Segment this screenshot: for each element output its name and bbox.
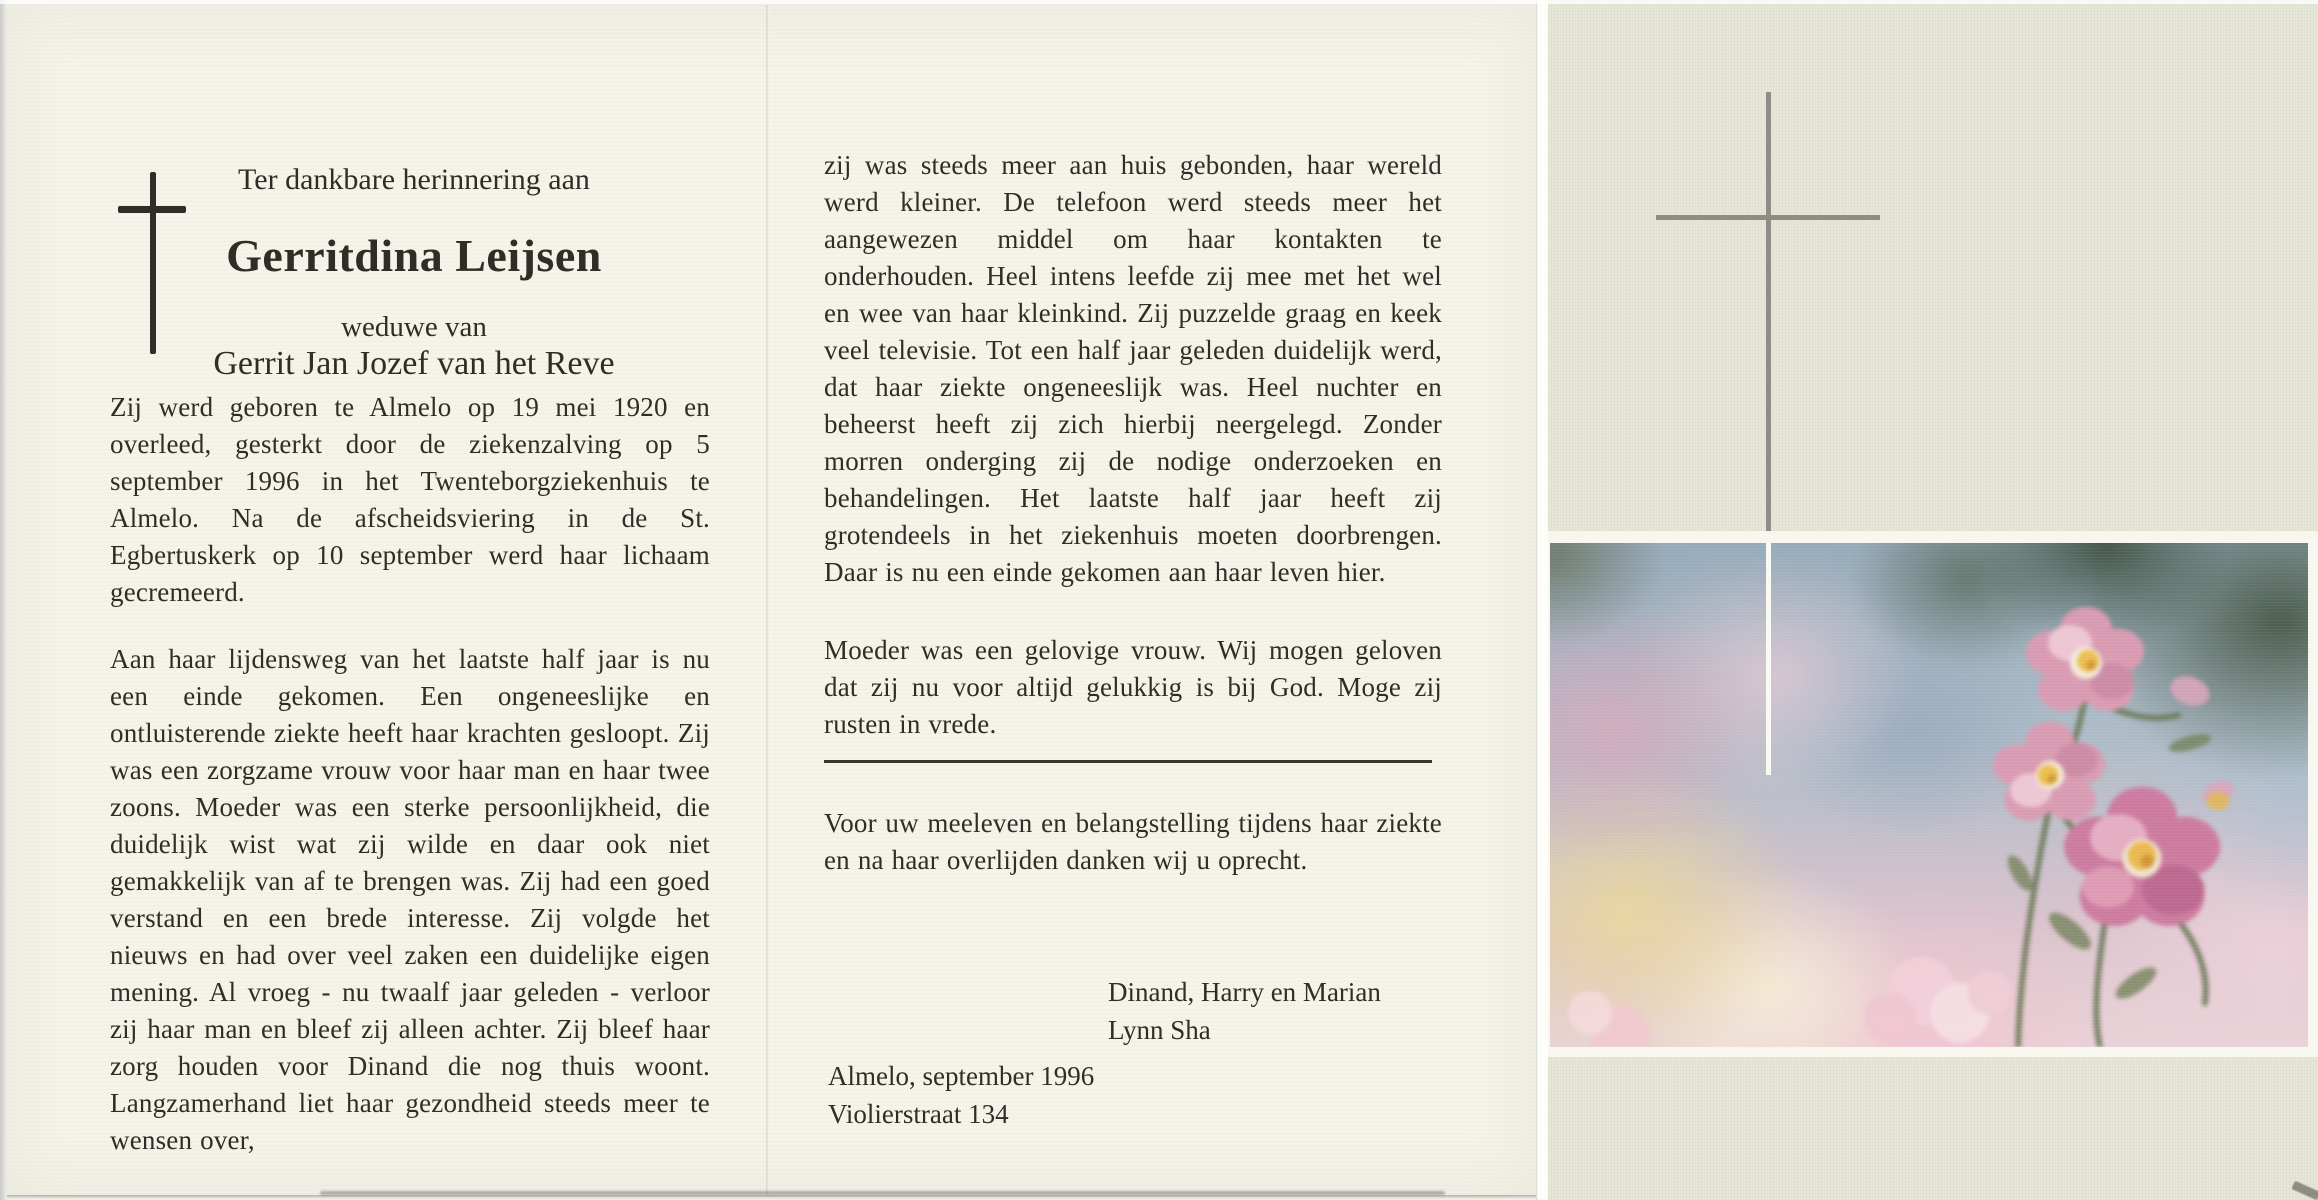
cross-icon bbox=[118, 206, 186, 213]
scan-shadow bbox=[320, 1191, 1445, 1195]
deceased-name-line bbox=[116, 229, 712, 282]
address: Violierstraat 134 bbox=[828, 1099, 1009, 1129]
photo-veil bbox=[1550, 543, 2308, 1047]
acknowledgement-text: Voor uw meeleven en belangstelling tijdens haar ziekte en na haar overlijden danken wij u oprecht. bbox=[824, 808, 1442, 875]
spouse-name: Gerrit Jan Jozef van het Reve bbox=[213, 345, 615, 382]
right-page bbox=[1548, 0, 2318, 1200]
dedication-text: Ter dankbare herinnering aan bbox=[238, 163, 590, 196]
scan-edge bbox=[0, 0, 2318, 4]
fold-crease bbox=[766, 5, 770, 1195]
memorial-photo bbox=[1550, 543, 2308, 1047]
cross-icon bbox=[1766, 543, 1771, 775]
spouse-name-line bbox=[116, 345, 712, 383]
divider bbox=[824, 760, 1432, 763]
relation-line bbox=[116, 311, 712, 344]
signature-line-2: Lynn Sha bbox=[1108, 1015, 1211, 1045]
card-page bbox=[6, 5, 1538, 1195]
scan-edge bbox=[0, 0, 7, 1200]
dedication-line bbox=[116, 163, 712, 197]
place-date: Almelo, september 1996 bbox=[828, 1061, 1095, 1091]
biography-paragraph-2: Aan haar lijdensweg van het laatste half jaar is nu een einde gekomen. Een ongeneeslijke en ontluisterende ziekte heeft haar krachten gesloopt. Zij was een zorgzame vrouw voor haar man en haar twee zoons. Moeder was een sterke persoonlijkheid, die duidelijk wist wat zij wilde en daar ook niet gemakkelijk van af te brengen was. Zij had een goed verstand en een brede interesse. Zij volgde het nieuws en had over veel zaken een duidelijke eigen mening. Al vroeg - nu twaalf jaar geleden - verloor zij haar man en bleef zij alleen achter. Zij bleef haar zorg houden voor Dinand die nog thuis woont. Langzamerhand liet haar gezondheid steeds meer te wensen over, bbox=[110, 644, 710, 1155]
cross-icon bbox=[1766, 92, 1771, 545]
photo-band bbox=[1548, 531, 2318, 1057]
relation-text: weduwe van bbox=[341, 311, 487, 343]
cross-icon bbox=[1656, 215, 1880, 220]
biography-paragraph-4: Moeder was een gelovige vrouw. Wij mogen geloven dat zij nu voor altijd gelukkig is bij God. Moge zij rusten in vrede. bbox=[824, 635, 1442, 739]
page-gap bbox=[1536, 0, 1548, 1200]
signature-line-1: Dinand, Harry en Marian bbox=[1108, 977, 1381, 1007]
deceased-name: Gerritdina Leijsen bbox=[226, 230, 602, 281]
biography-paragraph-1: Zij werd geboren te Almelo op 19 mei 1920 en overleed, gesterkt door de ziekenzalving op 5 september 1996 in het Twenteborgziekenhuis te Almelo. Na de afscheidsviering in de St. Egbertuskerk op 10 september werd haar lichaam gecremeerd. bbox=[110, 392, 710, 607]
biography-paragraph-3: zij was steeds meer aan huis gebonden, haar wereld werd kleiner. De telefoon werd steeds meer het aangewezen middel om haar kontakten te onderhouden. Heel intens leefde zij mee met het wel en wee van haar kleinkind. Zij puzzelde graag en keek veel televisie. Tot een half jaar geleden duidelijk werd, dat haar ziekte ongeneeslijk was. Heel nuchter en beheerst heeft zij zich hierbij neergelegd. Zonder morren onderging zij de nodige onderzoeken en behandelingen. Het laatste half jaar heeft zij grotendeels in het ziekenhuis moeten doorbrengen. Daar is nu een einde gekomen aan haar leven hier. bbox=[824, 150, 1442, 587]
